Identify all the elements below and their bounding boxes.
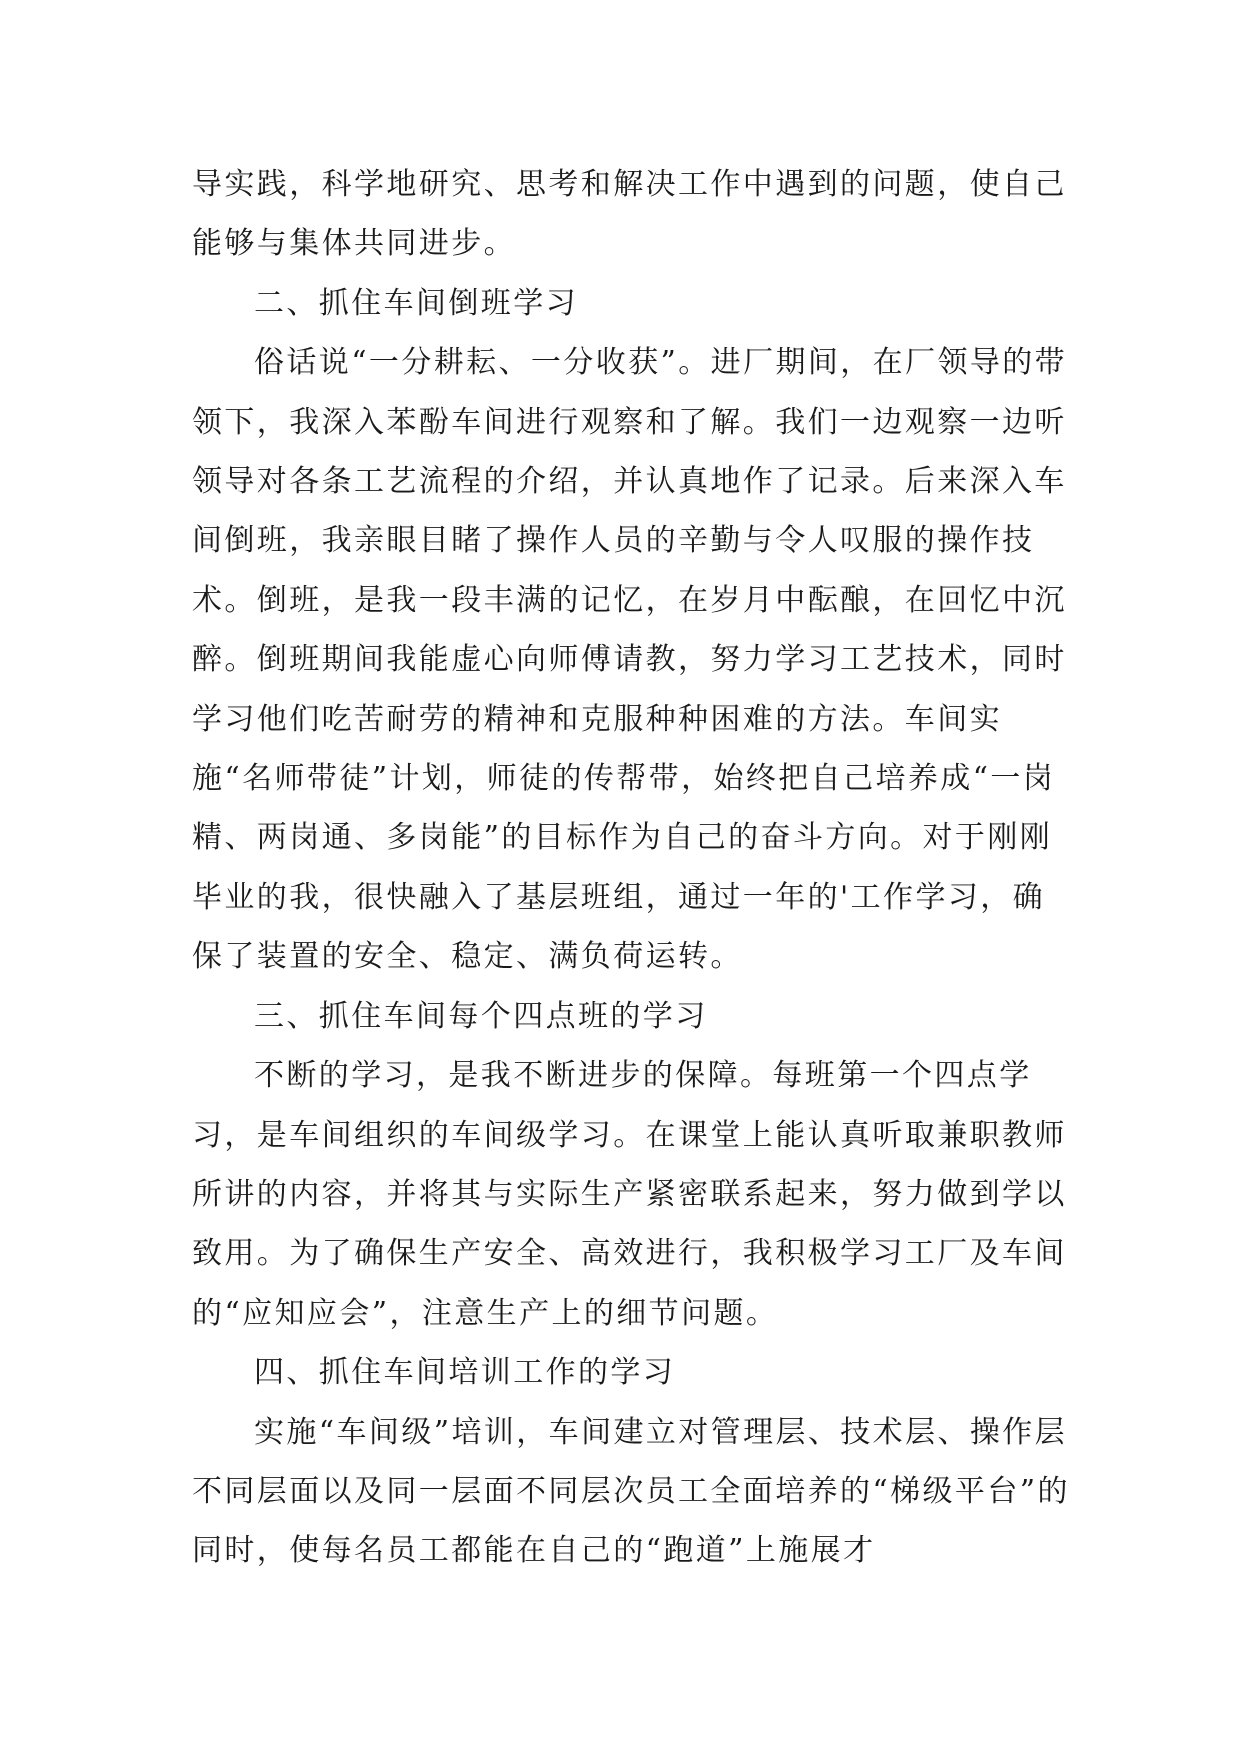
section-heading-4: 四、抓住车间培训工作的学习 [254, 1355, 676, 1391]
paragraph-four-oclock-learning: 不断的学习，是我不断进步的保障。每班第一个四点学习，是车间组织的车间级学习。在课堂上能认真听取兼职教师所讲的内容，并将其与实际生产紧密联系起来，努力做到学以致用。为了确保生产安全、高效进行，我积极学习工厂及车间的“应知应会”，注意生产上的细节问题。 [192, 1058, 1067, 1331]
paragraph-training-learning: 实施“车间级”培训，车间建立对管理层、技术层、操作层不同层面以及同一层面不同层次员工全面培养的“梯级平台”的同时，使每名员工都能在自己的“跑道”上施展才 [192, 1414, 1070, 1569]
paragraph-continuation: 导实践，科学地研究、思考和解决工作中遇到的问题，使自己能够与集体共同进步。 [192, 167, 1067, 262]
section-heading-3: 三、抓住车间每个四点班的学习 [254, 998, 708, 1034]
section-heading-2: 二、抓住车间倒班学习 [254, 285, 578, 321]
paragraph-shift-learning: 俗话说“一分耕耘、一分收获”。进厂期间，在厂领导的带领下，我深入苯酚车间进行观察和了解。我们一边观察一边听领导对各条工艺流程的介绍，并认真地作了记录。后来深入车间倒班，我亲眼目睹了操作人员的辛勤与令人叹服的操作技术。倒班，是我一段丰满的记忆，在岁月中酝酿，在回忆中沉醉。倒班期间我能虚心向师傅请教，努力学习工艺技术，同时学习他们吃苦耐劳的精神和克服种种困难的方法。车间实施“名师带徒”计划，师徒的传帮带，始终把自己培养成“一岗精、两岗通、多岗能”的目标作为自己的奋斗方向。对于刚刚毕业的我，很快融入了基层班组，通过一年的'工作学习，确保了装置的安全、稳定、满负荷运转。 [192, 345, 1068, 975]
document-body [192, 155, 1072, 1581]
